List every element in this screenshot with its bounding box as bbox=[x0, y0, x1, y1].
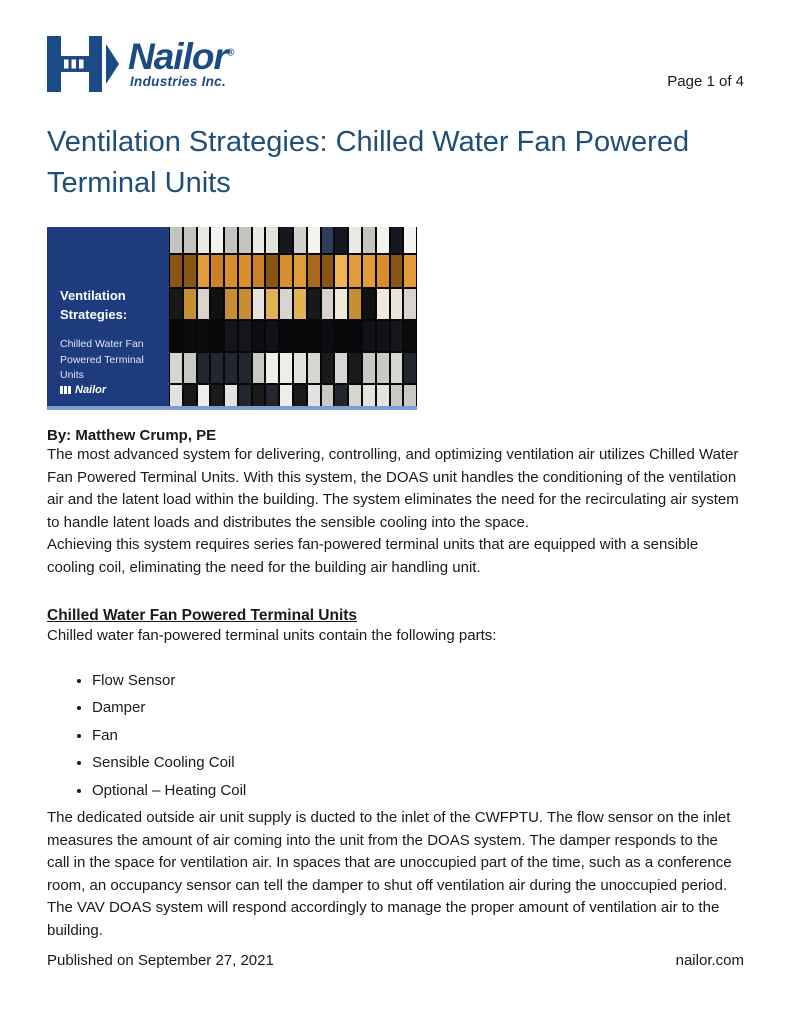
hero-blue-panel bbox=[47, 227, 169, 406]
building-window bbox=[170, 385, 182, 406]
building-window bbox=[391, 385, 403, 406]
building-window bbox=[211, 385, 223, 406]
building-window bbox=[322, 321, 334, 351]
building-window bbox=[253, 321, 265, 351]
building-window bbox=[253, 255, 265, 287]
building-window bbox=[170, 255, 182, 287]
brand-name: Nailor® bbox=[128, 35, 234, 77]
building-window bbox=[363, 353, 375, 383]
document-title: Ventilation Strategies: Chilled Water Fan Powered Terminal Units bbox=[47, 126, 690, 199]
hero-panel-brand-name: Nailor bbox=[75, 384, 107, 397]
building-window bbox=[335, 321, 347, 351]
building-window bbox=[322, 353, 334, 383]
building-window bbox=[335, 353, 347, 383]
building-window bbox=[377, 321, 389, 351]
building-window bbox=[349, 289, 361, 319]
list-item-damper: • Damper bbox=[92, 697, 744, 720]
building-floor bbox=[169, 321, 417, 351]
page-footer bbox=[47, 952, 744, 969]
building-window bbox=[239, 321, 251, 351]
building-window bbox=[280, 255, 292, 287]
hero-image bbox=[47, 227, 417, 410]
building-window bbox=[211, 227, 223, 253]
building-window bbox=[349, 255, 361, 287]
building-window bbox=[198, 385, 210, 406]
building-window bbox=[184, 385, 196, 406]
building-window bbox=[184, 353, 196, 383]
building-window bbox=[335, 227, 347, 253]
building-window bbox=[294, 321, 306, 351]
building-photo bbox=[169, 227, 417, 406]
building-window bbox=[335, 255, 347, 287]
building-window bbox=[377, 289, 389, 319]
list-item-fan: • Fan bbox=[92, 725, 744, 748]
building-window bbox=[391, 227, 403, 253]
building-window bbox=[404, 385, 416, 406]
logo-wordmark bbox=[128, 35, 234, 90]
building-window bbox=[170, 289, 182, 319]
building-window bbox=[308, 255, 320, 287]
building-window bbox=[280, 321, 292, 351]
building-window bbox=[363, 227, 375, 253]
author-byline: By: Matthew Crump, PE bbox=[47, 427, 217, 445]
building-window bbox=[170, 353, 182, 383]
building-window bbox=[239, 227, 251, 253]
page-number-label: Page 1 of 4 bbox=[667, 73, 744, 90]
building-window bbox=[404, 353, 416, 383]
building-window bbox=[377, 255, 389, 287]
building-window bbox=[308, 289, 320, 319]
building-window bbox=[280, 289, 292, 319]
building-window bbox=[239, 255, 251, 287]
building-window bbox=[391, 289, 403, 319]
building-window bbox=[225, 353, 237, 383]
building-window bbox=[253, 227, 265, 253]
building-window bbox=[225, 227, 237, 253]
building-window bbox=[294, 227, 306, 253]
building-window bbox=[184, 227, 196, 253]
building-window bbox=[211, 255, 223, 287]
building-window bbox=[335, 385, 347, 406]
building-window bbox=[239, 353, 251, 383]
building-window bbox=[391, 353, 403, 383]
building-window bbox=[239, 385, 251, 406]
building-window bbox=[349, 353, 361, 383]
building-window bbox=[294, 385, 306, 406]
page-header bbox=[47, 36, 744, 92]
building-floor bbox=[169, 227, 417, 253]
building-window bbox=[404, 289, 416, 319]
building-window bbox=[377, 353, 389, 383]
building-window bbox=[391, 255, 403, 287]
building-window bbox=[335, 289, 347, 319]
building-window bbox=[198, 321, 210, 351]
building-window bbox=[225, 255, 237, 287]
building-floor bbox=[169, 255, 417, 287]
brand-tagline: Industries Inc. bbox=[130, 74, 227, 90]
building-window bbox=[198, 289, 210, 319]
paragraph-intro: The most advanced system for delivering, controlling, and optimizing ventilation air utilizes Chilled Water Fan Powered Terminal Units. With this system, the DOAS unit handles the conditioning of the ventilation air and the latent load within the building. The system eliminates the need for the recirculating air system to handle latent loads and distributes the sensible cooling into the space. bbox=[47, 446, 739, 531]
building-window bbox=[404, 227, 416, 253]
building-window bbox=[280, 353, 292, 383]
parts-list bbox=[47, 670, 744, 803]
building-window bbox=[225, 385, 237, 406]
list-item-cooling-coil: • Sensible Cooling Coil bbox=[92, 752, 744, 775]
published-date: Published on September 27, 2021 bbox=[47, 952, 274, 969]
building-window bbox=[349, 227, 361, 253]
building-window bbox=[253, 289, 265, 319]
building-window bbox=[266, 289, 278, 319]
list-item-heating-coil: • Optional – Heating Coil bbox=[92, 780, 744, 803]
building-window bbox=[266, 227, 278, 253]
building-window bbox=[391, 321, 403, 351]
building-window bbox=[225, 321, 237, 351]
building-floor bbox=[169, 353, 417, 383]
hero-panel-brand bbox=[60, 384, 156, 396]
building-window bbox=[198, 353, 210, 383]
building-window bbox=[308, 353, 320, 383]
building-window bbox=[377, 385, 389, 406]
hero-panel-subtitle: Chilled Water Fan Powered Terminal Units bbox=[60, 337, 144, 382]
building-window bbox=[322, 289, 334, 319]
building-window bbox=[184, 255, 196, 287]
building-window bbox=[184, 289, 196, 319]
building-window bbox=[363, 321, 375, 351]
mini-nailor-logo-icon bbox=[60, 386, 71, 394]
registered-trademark: ® bbox=[226, 47, 234, 59]
building-window bbox=[363, 385, 375, 406]
building-window bbox=[211, 321, 223, 351]
nailor-logo-icon bbox=[47, 36, 119, 92]
building-window bbox=[363, 289, 375, 319]
building-window bbox=[322, 385, 334, 406]
building-window bbox=[170, 321, 182, 351]
building-window bbox=[266, 321, 278, 351]
building-floor bbox=[169, 385, 417, 406]
building-window bbox=[211, 353, 223, 383]
building-window bbox=[211, 289, 223, 319]
building-window bbox=[404, 321, 416, 351]
building-window bbox=[322, 255, 334, 287]
hero-panel-title: Ventilation Strategies: bbox=[60, 288, 128, 323]
building-window bbox=[225, 289, 237, 319]
section-heading: Chilled Water Fan Powered Terminal Units bbox=[47, 607, 358, 625]
building-window bbox=[253, 385, 265, 406]
building-window bbox=[404, 255, 416, 287]
building-window bbox=[239, 289, 251, 319]
building-window bbox=[266, 385, 278, 406]
building-window bbox=[308, 227, 320, 253]
site-link[interactable]: nailor.com bbox=[675, 952, 744, 969]
building-window bbox=[322, 227, 334, 253]
building-window bbox=[308, 385, 320, 406]
paragraph-doas: The dedicated outside air unit supply is ducted to the inlet of the CWFPTU. The flow sensor on the inlet measures the amount of air coming into the unit from the DOAS system. The damper responds to the call in the space for ventilation air. In spaces that are unoccupied part of the time, such as a conference room, an occupancy sensor can tell the damper to shut off ventilation air during the unoccupied period. The VAV DOAS system will respond accordingly to manage the proper amount of ventilation air to the building. bbox=[47, 809, 732, 939]
building-window bbox=[308, 321, 320, 351]
building-window bbox=[294, 255, 306, 287]
building-floor bbox=[169, 289, 417, 319]
company-logo bbox=[47, 36, 233, 92]
building-window bbox=[280, 227, 292, 253]
building-window bbox=[198, 255, 210, 287]
building-window bbox=[253, 353, 265, 383]
building-window bbox=[363, 255, 375, 287]
building-window bbox=[280, 385, 292, 406]
building-window bbox=[184, 321, 196, 351]
building-window bbox=[294, 289, 306, 319]
building-window bbox=[170, 227, 182, 253]
list-item-flow-sensor: • Flow Sensor bbox=[92, 670, 744, 693]
section-intro: Chilled water fan-powered terminal units contain the following parts: bbox=[47, 627, 497, 645]
building-window bbox=[266, 255, 278, 287]
paragraph-achieving: Achieving this system requires series fan-powered terminal units that are equipped with a sensible cooling coil, eliminating the need for the building air handling unit. bbox=[47, 536, 699, 576]
building-window bbox=[349, 385, 361, 406]
building-window bbox=[198, 227, 210, 253]
building-window bbox=[377, 227, 389, 253]
building-window bbox=[266, 353, 278, 383]
building-window bbox=[349, 321, 361, 351]
building-window bbox=[294, 353, 306, 383]
